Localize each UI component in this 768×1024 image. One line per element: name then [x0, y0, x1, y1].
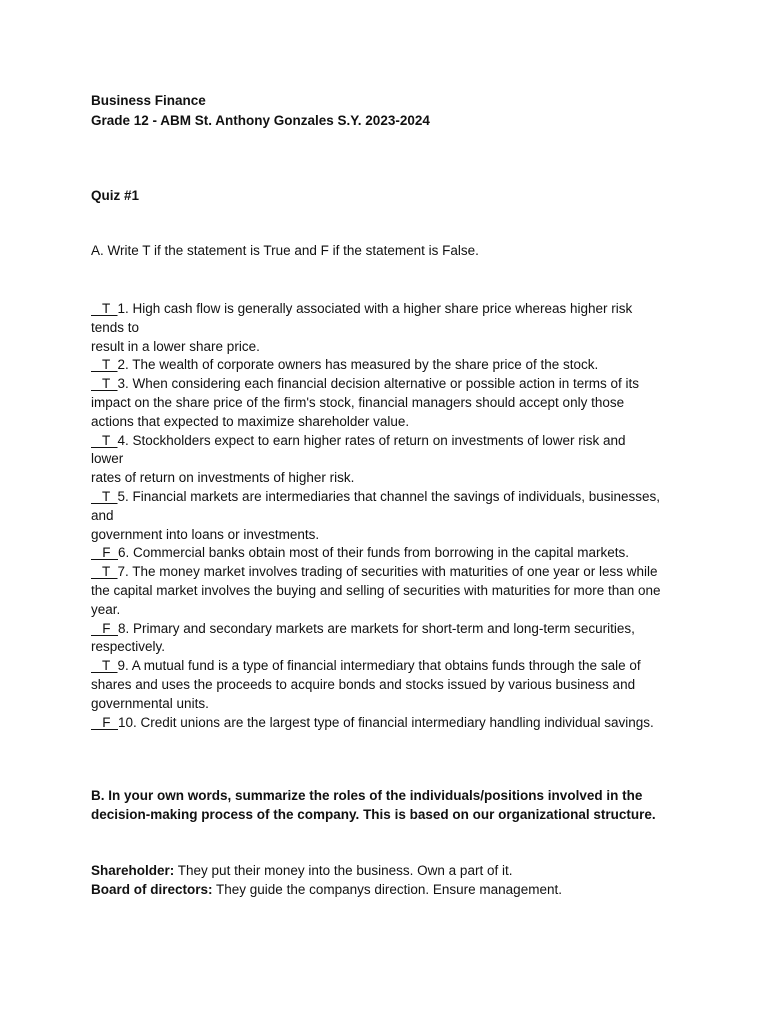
statement-text: shares and uses the proceeds to acquire bonds and stocks issued by various business and — [91, 677, 636, 692]
quiz-item-continuation — [91, 449, 123, 468]
statement-text: 3. When considering each financial decision alternative or possible action in terms of its — [117, 376, 640, 392]
statement-text: result in a lower share price. — [91, 338, 260, 354]
quiz-item — [91, 619, 635, 638]
section-a-instruction: A. Write T if the statement is True and F if the statement is False. — [91, 243, 479, 258]
quiz-item-continuation — [91, 637, 165, 656]
quiz-item — [91, 431, 626, 450]
statement-text: 10. Credit unions are the largest type of financial intermediary handling individual savings. — [118, 714, 654, 730]
quiz-item — [91, 487, 660, 506]
answer-blank: T — [91, 432, 118, 448]
quiz-item-continuation — [91, 675, 635, 694]
quiz-item-continuation — [91, 318, 139, 337]
statement-text: 1. High cash flow is generally associated with a higher share price whereas higher risk — [117, 301, 633, 316]
answer-blank: T — [91, 658, 118, 674]
quiz-item — [91, 299, 632, 318]
statement-text: and — [91, 507, 114, 523]
answer-blank: F — [91, 714, 118, 730]
answer-blank: F — [91, 545, 118, 561]
statement-text: governmental units. — [91, 695, 209, 711]
statement-text: actions that expected to maximize shareholder value. — [91, 413, 410, 429]
quiz-item — [91, 355, 598, 374]
quiz-item — [91, 656, 641, 675]
quiz-item — [91, 543, 629, 562]
quiz-item-continuation — [91, 468, 354, 487]
statement-text: 8. Primary and secondary markets are markets for short-term and long-term securities, — [118, 620, 635, 636]
quiz-item-continuation — [91, 393, 624, 412]
board-of-directors-text: They guide the companys direction. Ensure management. — [212, 882, 562, 897]
statement-text: 2. The wealth of corporate owners has measured by the share price of the stock. — [117, 357, 599, 373]
statement-text: lower — [91, 451, 124, 467]
subject-heading: Business Finance — [91, 93, 206, 108]
shareholder-text: They put their money into the business. Own a part of it. — [174, 863, 513, 878]
statement-text: 9. A mutual fund is a type of financial intermediary that obtains funds through the sale of — [117, 658, 641, 674]
answer-blank: T — [91, 564, 118, 580]
quiz-item-continuation — [91, 412, 409, 431]
shareholder-label: Shareholder: — [91, 863, 175, 878]
board-of-directors-label: Board of directors: — [91, 882, 213, 897]
statement-text: rates of return on investments of higher risk. — [91, 470, 355, 486]
quiz-item — [91, 374, 639, 393]
quiz-item-continuation — [91, 600, 120, 619]
statement-text: 5. Financial markets are intermediaries that channel the savings of individuals, businesses, — [117, 489, 661, 504]
statement-text: 6. Commercial banks obtain most of their funds from borrowing in the capital markets. — [118, 545, 629, 561]
quiz-item — [91, 562, 658, 581]
quiz-item-continuation — [91, 506, 114, 525]
quiz-title: Quiz #1 — [91, 188, 140, 203]
answer-blank: T — [91, 301, 118, 316]
section-b-instruction-line-2: decision-making process of the company. This is based on our organizational structure. — [91, 807, 656, 822]
statement-text: respectively. — [91, 639, 166, 655]
statement-text: 4. Stockholders expect to earn higher rates of return on investments of lower risk and — [117, 432, 626, 448]
quiz-item — [91, 713, 654, 732]
answer-blank: T — [91, 357, 118, 373]
statement-text: impact on the share price of the firm's stock, financial managers should accept only those — [91, 395, 625, 410]
answer-blank: F — [91, 620, 118, 636]
quiz-item-continuation — [91, 694, 209, 713]
statement-text: year. — [91, 601, 121, 617]
quiz-item-continuation — [91, 337, 260, 356]
statement-text: tends to — [91, 319, 140, 335]
quiz-item-continuation — [91, 525, 319, 544]
answer-blank: T — [91, 489, 118, 504]
class-info-heading: Grade 12 - ABM St. Anthony Gonzales S.Y. 2023-2024 — [91, 113, 430, 128]
statement-text: the capital market involves the buying and selling of securities with maturities for more than one — [91, 583, 661, 598]
board-of-directors-answer — [91, 880, 562, 899]
statement-text: government into loans or investments. — [91, 526, 320, 542]
quiz-item-continuation — [91, 581, 661, 600]
section-b-instruction-line-1: B. In your own words, summarize the roles of the individuals/positions involved in the — [91, 788, 643, 803]
statement-text: 7. The money market involves trading of securities with maturities of one year or less while — [117, 564, 658, 580]
answer-blank: T — [91, 376, 118, 392]
shareholder-answer — [91, 861, 512, 880]
